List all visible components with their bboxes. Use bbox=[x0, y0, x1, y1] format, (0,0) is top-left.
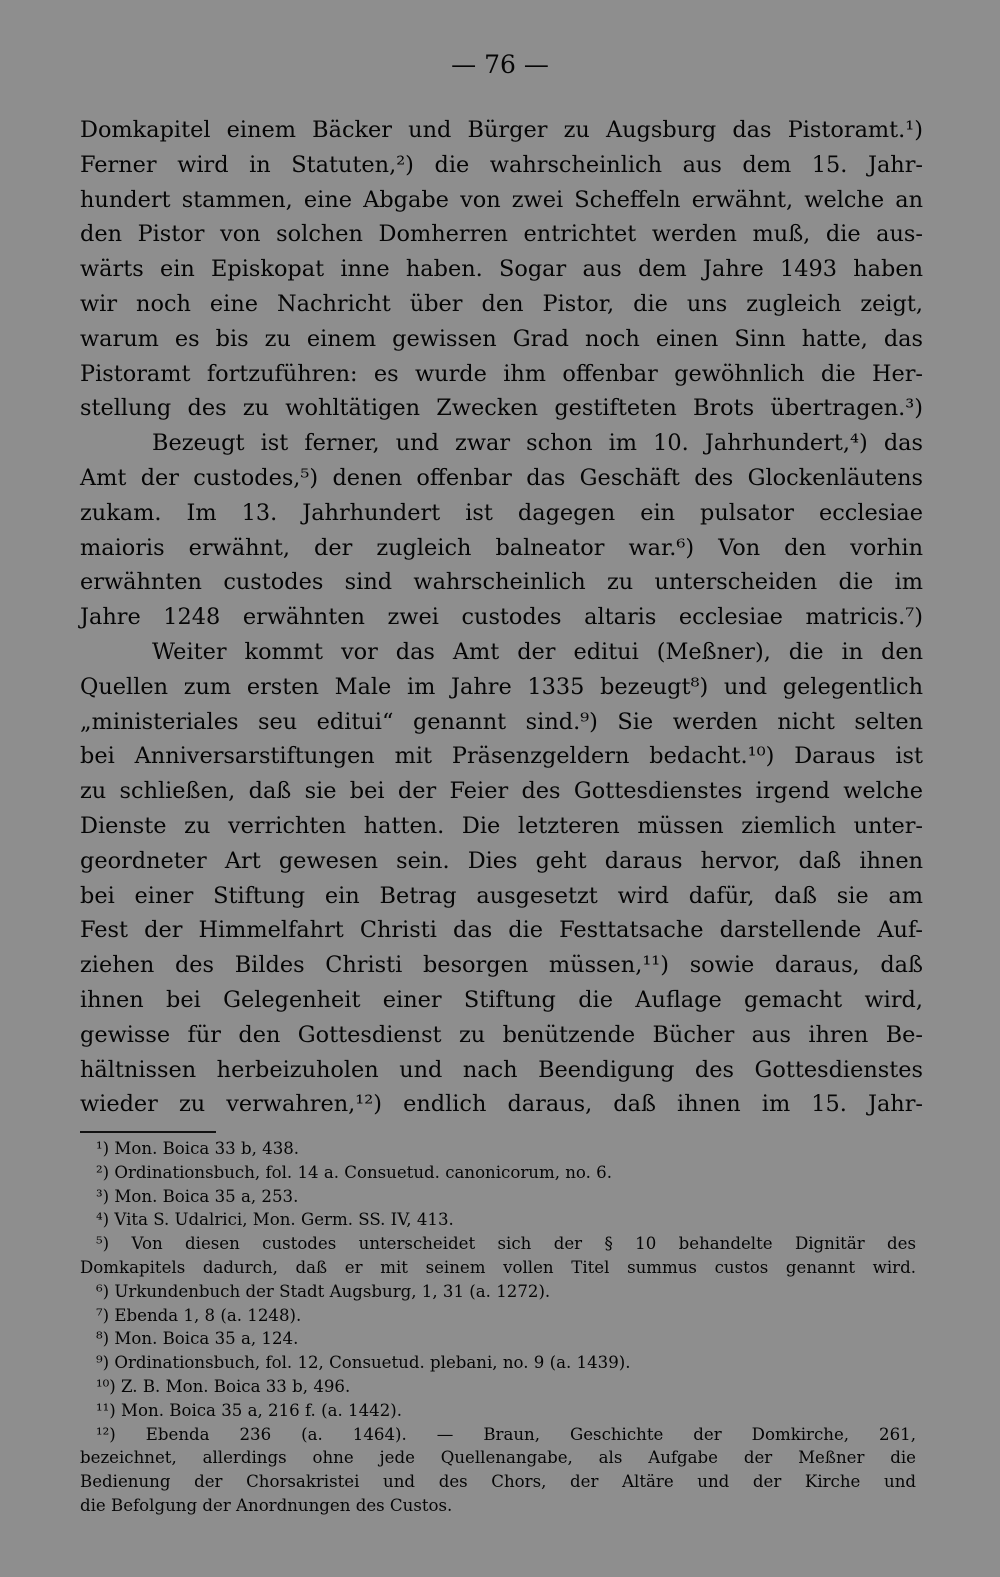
footnote-line: die Befolgung der Anordnungen des Custos. bbox=[80, 1495, 453, 1515]
body-line: Ferner wird in Statuten,²) die wahrscheinlich aus dem 15. Jahr- bbox=[80, 151, 923, 178]
footnote-line: bezeichnet, allerdings ohne jede Quellenangabe, als Aufgabe der Meßner die bbox=[80, 1448, 916, 1468]
body-line: hältnissen herbeizuholen und nach Beendigung des Gottesdienstes bbox=[80, 1056, 923, 1083]
body-line: geordneter Art gewesen sein. Dies geht daraus hervor, daß ihnen bbox=[80, 847, 923, 874]
body-line: „ministeriales seu editui“ genannt sind.⁹) Sie werden nicht selten bbox=[80, 708, 923, 735]
body-line: Weiter kommt vor das Amt der editui (Meßner), die in den bbox=[152, 638, 923, 665]
footnote-line: ⁹) Ordinationsbuch, fol. 12, Consuetud. plebani, no. 9 (a. 1439). bbox=[96, 1353, 631, 1373]
body-line: Amt der custodes,⁵) denen offenbar das Geschäft des Glockenläutens bbox=[80, 464, 923, 491]
page-number: — 76 — bbox=[451, 50, 549, 79]
body-line: zukam. Im 13. Jahrhundert ist dagegen ein pulsator ecclesiae bbox=[80, 499, 923, 526]
footnote-divider bbox=[80, 1131, 216, 1133]
footnote-line: ⁷) Ebenda 1, 8 (a. 1248). bbox=[96, 1305, 302, 1325]
body-line: Bezeugt ist ferner, und zwar schon im 10. Jahrhundert,⁴) das bbox=[152, 430, 923, 457]
footnote-line: ⁸) Mon. Boica 35 a, 124. bbox=[96, 1329, 299, 1349]
footnote-line: ¹) Mon. Boica 33 b, 438. bbox=[96, 1139, 300, 1158]
footnote-line: Bedienung der Chorsakristei und des Chors, der Altäre und der Kirche und bbox=[80, 1472, 916, 1492]
footnotes bbox=[80, 1137, 916, 1518]
body-line: erwähnten custodes sind wahrscheinlich zu unterscheiden die im bbox=[80, 569, 923, 596]
body-line: hundert stammen, eine Abgabe von zwei Scheffeln erwähnt, welche an bbox=[80, 186, 923, 213]
body-line: den Pistor von solchen Domherren entrichtet werden muß, die aus- bbox=[80, 221, 923, 248]
body-line: bei Anniversarstiftungen mit Präsenzgeldern bedacht.¹⁰) Daraus ist bbox=[80, 743, 923, 770]
body-line: Pistoramt fortzuführen: es wurde ihm offenbar gewöhnlich die Her- bbox=[80, 360, 923, 387]
body-line: wir noch eine Nachricht über den Pistor, die uns zugleich zeigt, bbox=[80, 290, 923, 317]
footnote-line: ⁴) Vita S. Udalrici, Mon. Germ. SS. IV, 413. bbox=[96, 1210, 454, 1230]
body-text bbox=[80, 113, 923, 1122]
body-line: Dienste zu verrichten hatten. Die letzteren müssen ziemlich unter- bbox=[80, 812, 923, 839]
body-line: Fest der Himmelfahrt Christi das die Festtatsache darstellende Auf- bbox=[80, 917, 923, 944]
footnote-line: ⁵) Von diesen custodes unterscheidet sich der § 10 behandelte Dignitär des bbox=[96, 1234, 916, 1254]
body-line: ihnen bei Gelegenheit einer Stiftung die Auflage gemacht wird, bbox=[80, 986, 923, 1013]
footnote-line: ⁶) Urkundenbuch der Stadt Augsburg, 1, 31 (a. 1272). bbox=[96, 1281, 551, 1301]
body-line: bei einer Stiftung ein Betrag ausgesetzt wird dafür, daß sie am bbox=[80, 882, 923, 909]
body-line: Domkapitel einem Bäcker und Bürger zu Augsburg das Pistoramt.¹) bbox=[80, 117, 923, 143]
footnote-line: ¹⁰) Z. B. Mon. Boica 33 b, 496. bbox=[96, 1376, 351, 1396]
footnote-line: ³) Mon. Boica 35 a, 253. bbox=[96, 1186, 299, 1206]
body-line: Quellen zum ersten Male im Jahre 1335 bezeugt⁸) und gelegentlich bbox=[80, 673, 923, 700]
footnote-line: Domkapitels dadurch, daß er mit seinem vollen Titel summus custos genannt wird. bbox=[80, 1257, 916, 1277]
body-line: ziehen des Bildes Christi besorgen müssen,¹¹) sowie daraus, daß bbox=[80, 952, 923, 979]
footnote-line: ¹¹) Mon. Boica 35 a, 216 f. (a. 1442). bbox=[96, 1400, 402, 1420]
body-line: maioris erwähnt, der zugleich balneator war.⁶) Von den vorhin bbox=[80, 534, 923, 561]
body-line: Jahre 1248 erwähnten zwei custodes altaris ecclesiae matricis.⁷) bbox=[80, 604, 923, 631]
body-line: wärts ein Episkopat inne haben. Sogar aus dem Jahre 1493 haben bbox=[80, 256, 923, 283]
body-line: stellung des zu wohltätigen Zwecken gestifteten Brots übertragen.³) bbox=[80, 395, 923, 422]
footnote-line: ²) Ordinationsbuch, fol. 14 a. Consuetud. canonicorum, no. 6. bbox=[96, 1162, 613, 1182]
body-line: zu schließen, daß sie bei der Feier des Gottesdienstes irgend welche bbox=[80, 778, 923, 805]
footnote-line: ¹²) Ebenda 236 (a. 1464). — Braun, Geschichte der Domkirche, 261, bbox=[96, 1424, 916, 1444]
body-line: warum es bis zu einem gewissen Grad noch einen Sinn hatte, das bbox=[80, 325, 923, 352]
body-line: wieder zu verwahren,¹²) endlich daraus, daß ihnen im 15. Jahr- bbox=[80, 1091, 923, 1118]
body-line: gewisse für den Gottesdienst zu benützende Bücher aus ihren Be- bbox=[80, 1021, 923, 1048]
